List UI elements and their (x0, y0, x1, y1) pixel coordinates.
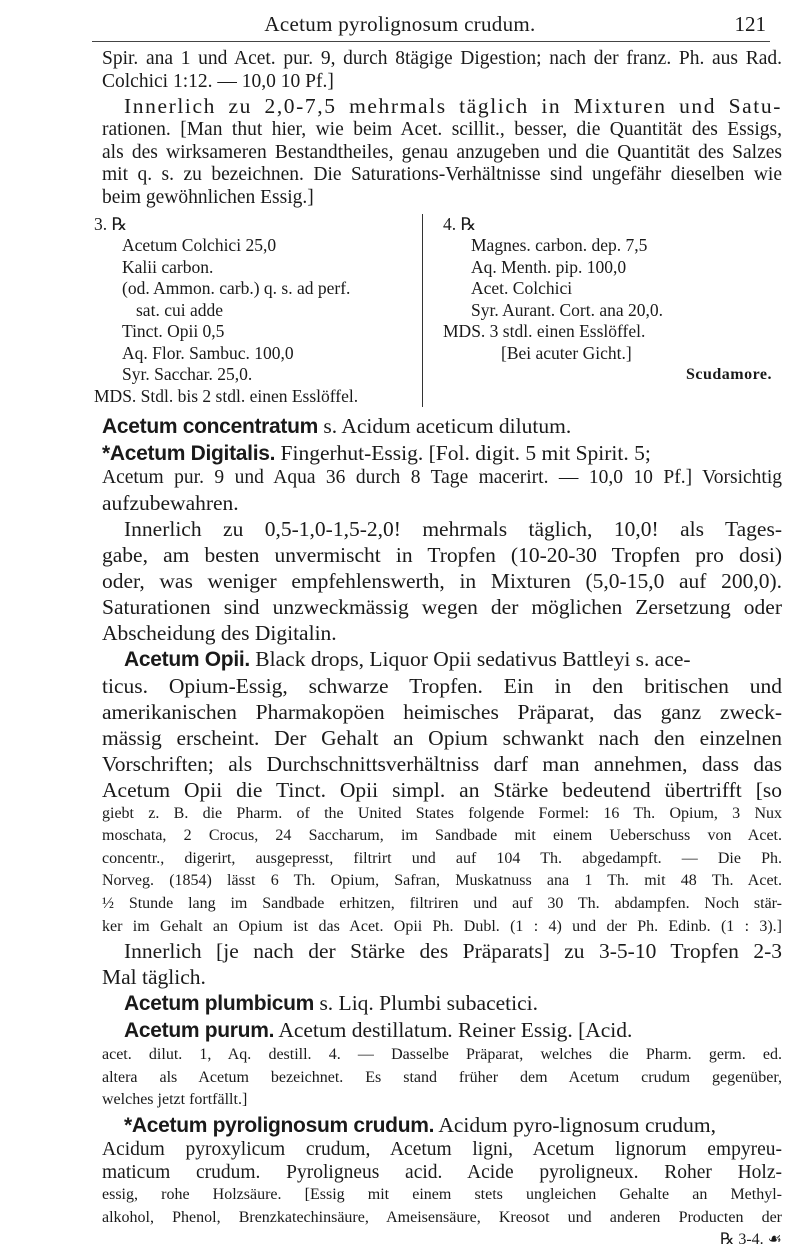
recipe-line: 4. ℞ (443, 213, 477, 234)
text-line: gabe, am besten unvermischt in Tropfen (10-20-30 Tropfen pro dosi) (102, 542, 782, 567)
recipe-line: Acetum Colchici 25,0 (122, 235, 277, 256)
text-line: maticum crudum. Pyroligneus acid. Acide pyroligneux. Roher Holz- (102, 1161, 782, 1183)
recipe-line: Syr. Aurant. Cort. ana 20,0. (471, 299, 663, 320)
recipe-line: Syr. Sacchar. 25,0. (122, 364, 253, 385)
header-rule (92, 41, 770, 42)
recipe-line: Tinct. Opii 0,5 (122, 321, 225, 342)
recipe-line: 3. ℞ (94, 213, 128, 234)
recipe-line: sat. cui adde (136, 299, 223, 320)
entry-heading: *Acetum pyrolignosum crudum. (124, 1114, 435, 1137)
text-line: Colchici 1:12. — 10,0 10 Pf.] (102, 70, 334, 92)
entry-text: s. Liq. Plumbi subacetici. (314, 991, 538, 1016)
page-number: 121 (734, 12, 766, 36)
text-line: moschata, 2 Crocus, 24 Saccharum, im Sandbade mit einem Ueberschuss von Acet. (102, 827, 782, 845)
text-line: concentr., digerirt, ausgepresst, filtrirt und auf 104 Th. abgedampft. — Die Ph. (102, 849, 782, 867)
text-line: Acetum pur. 9 und Aqua 36 durch 8 Tage macerirt. — 10,0 10 Pf.] Vorsichtig (102, 467, 782, 489)
body-text (94, 48, 782, 1249)
entry-heading: Acetum purum. (124, 1019, 275, 1043)
page-header (0, 6, 800, 38)
entry-acetum-digitalis (102, 440, 782, 646)
text-line: Innerlich [je nach der Stärke des Präparats] zu 3-5-10 Tropfen 2-3 (124, 939, 782, 964)
recipe-line: MDS. Stdl. bis 2 stdl. einen Esslöffel. (94, 385, 359, 406)
running-title: Acetum pyrolignosum crudum. (264, 12, 536, 36)
text-line: amerikanischen Pharmakopöen heimisches Präparat, das ganz zweck- (102, 699, 782, 724)
recipe-line: MDS. 3 stdl. einen Esslöffel. (443, 321, 646, 342)
recipe-4 (423, 214, 778, 408)
text-line: ker im Gehalt an Opium ist das Acet. Opii Ph. Dubl. (1 : 4) und der Ph. Edinb. (1 : 3).] (102, 917, 782, 935)
entry-text: s. Acidum aceticum dilutum. (318, 414, 572, 439)
text-line: Innerlich zu 2,0-7,5 mehrmals täglich in Mixturen und Satu- (124, 94, 782, 119)
text-line: alkohol, Phenol, Brenzkatechinsäure, Ameisensäure, Kreosot und anderen Producten der (102, 1208, 782, 1226)
text-line: acet. dilut. 1, Aq. destill. 4. — Dasselbe Präparat, welches die Pharm. germ. ed. (102, 1046, 782, 1064)
recipe-line: Aq. Flor. Sambuc. 100,0 (122, 342, 294, 363)
text-line: mässig erscheint. Der Gehalt an Opium schwankt nach den einzelnen (102, 725, 782, 750)
text-line: ticus. Opium-Essig, schwarze Tropfen. Ein in den britischen und (102, 673, 782, 698)
text-line: Saturationen sind unzweckmässig wegen der möglichen Zersetzung oder (102, 594, 782, 619)
entry-text: Black drops, Liquor Opii sedativus Battleyi s. ace- (249, 646, 691, 671)
text-line: mit q. s. zu bezeichnen. Die Saturations-Verhältnisse sind ungefähr dieselben wie (102, 164, 782, 186)
entry-heading: Acetum Opii. (124, 647, 250, 671)
recipe-line: [Bei acuter Gicht.] (501, 342, 632, 363)
text-line: essig, rohe Holzsäure. [Essig mit einem stets ungleichen Gehalte an Methyl- (102, 1186, 782, 1204)
entry-text: Acidum pyro-lignosum crudum, (434, 1113, 717, 1137)
intro-paragraph (102, 48, 782, 210)
text-line: Mal täglich. (102, 965, 206, 990)
entry-heading: Acetum plumbicum (124, 992, 315, 1016)
catchword-line: ℞ 3-4. ☙ (719, 1231, 782, 1249)
text-line: altera als Acetum bezeichnet. Es stand früher dem Acetum crudum gegenüber, (102, 1068, 782, 1086)
entry-acetum-pyrolignosum (102, 1112, 782, 1249)
text-line: Acetum Opii die Tinct. Opii simpl. an Stärke bedeutend übertrifft [so (102, 777, 782, 802)
entry-heading: *Acetum Digitalis. (102, 442, 276, 466)
text-line: Norveg. (1854) lässt 6 Th. Opium, Safran, Muskatnuss ana 1 Th. mit 48 Th. Acet. (102, 872, 782, 890)
recipe-line: Magnes. carbon. dep. 7,5 (471, 235, 648, 256)
text-line: giebt z. B. die Pharm. of the United States folgende Formel: 16 Th. Opium, 3 Nux (102, 804, 782, 822)
text-line: Spir. ana 1 und Acet. pur. 9, durch 8tägige Digestion; nach der franz. Ph. aus Rad. (102, 48, 782, 69)
entry-acetum-concentratum (102, 413, 782, 440)
text-line: ½ Stunde lang im Sandbade erhitzen, filtriren und auf 30 Th. abdampfen. Noch stär- (102, 895, 782, 913)
recipe-line: Acet. Colchici (471, 278, 573, 299)
text-line: oder, was weniger empfehlenswerth, in Mixturen (5,0-15,0 auf 200,0). (102, 568, 782, 593)
entry-acetum-opii (102, 646, 782, 991)
entry-text: Acetum destillatum. Reiner Essig. [Acid. (274, 1018, 633, 1043)
text-line: Acidum pyroxylicum crudum, Acetum ligni, Acetum lignorum empyreu- (102, 1139, 782, 1160)
text-line: aufzubewahren. (102, 490, 239, 515)
entry-acetum-plumbicum (102, 990, 782, 1017)
entry-heading: Acetum concentratum (102, 415, 319, 439)
text-line: als des wirksameren Bestandtheiles, genau anzugeben und die Quantität des Salzes (102, 141, 782, 163)
text-line: Vorschriften; als Durchschnittsverhältniss darf man annehmen, dass das (102, 751, 782, 776)
recipe-attribution: Scudamore. (685, 366, 772, 384)
recipe-line: Kalii carbon. (122, 256, 214, 277)
entry-text: Fingerhut-Essig. [Fol. digit. 5 mit Spirit. 5; (275, 441, 651, 466)
entry-acetum-purum (102, 1017, 782, 1112)
text-line: Abscheidung des Digitalin. (102, 620, 337, 645)
recipe-line: Aq. Menth. pip. 100,0 (471, 256, 627, 277)
recipe-line: (od. Ammon. carb.) q. s. ad perf. (122, 278, 351, 299)
recipe-block (94, 213, 782, 408)
text-line: welches jetzt fortfällt.] (102, 1091, 248, 1109)
text-line: Innerlich zu 0,5-1,0-1,5-2,0! mehrmals täglich, 10,0! als Tages- (124, 516, 782, 541)
recipe-3 (94, 214, 423, 408)
text-line: rationen. [Man thut hier, wie beim Acet. scillit., besser, die Quantität des Essigs, (102, 119, 782, 141)
text-line: beim gewöhnlichen Essig.] (102, 186, 314, 208)
